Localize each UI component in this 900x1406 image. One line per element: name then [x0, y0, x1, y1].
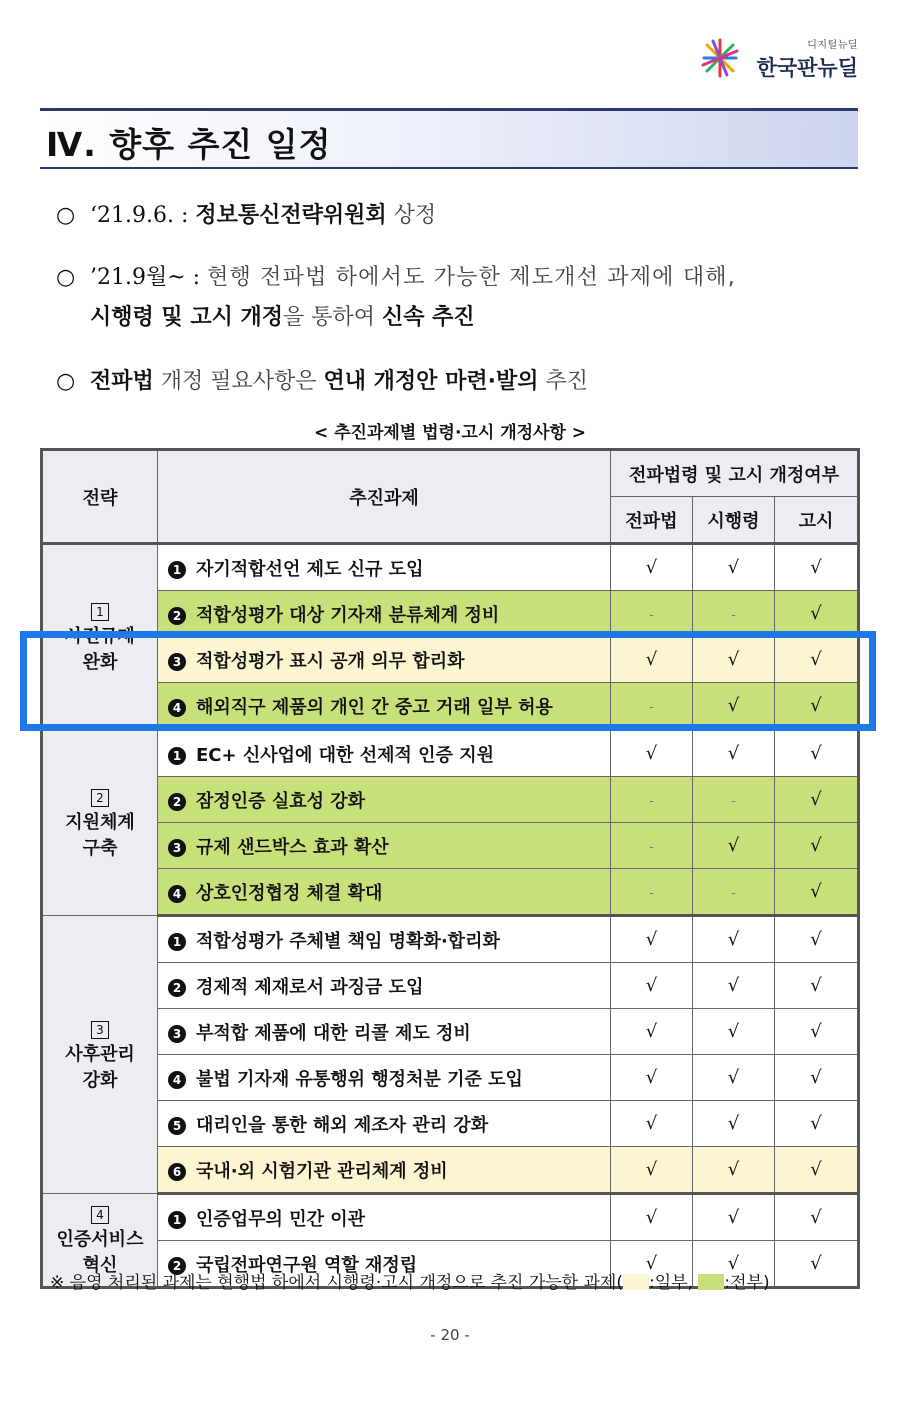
bullet-bold-text: 시행령 및 고시 개정: [90, 305, 283, 330]
notice-cell: √: [775, 1101, 859, 1147]
header-strategy: 전략: [42, 450, 158, 544]
burst-logo-icon: [698, 36, 742, 80]
radio-act-cell: √: [611, 916, 693, 963]
task-cell: [158, 591, 611, 637]
task-cell: [158, 869, 611, 916]
task-label: 잠정인증 실효성 강화: [196, 790, 366, 812]
task-number: 1: [168, 1211, 186, 1229]
task-label: 국내·외 시험기관 관리체계 정비: [196, 1160, 448, 1182]
decree-cell: √: [693, 963, 775, 1009]
bullet-bold-text: 전파법: [90, 369, 154, 394]
decree-cell: √: [693, 683, 775, 730]
korean-new-deal-logo: [698, 34, 858, 82]
task-cell: [158, 544, 611, 591]
task-number: 6: [168, 1163, 186, 1181]
logo-title: 한국판뉴딜: [756, 56, 858, 80]
bullet-separator: :: [173, 203, 196, 228]
table-row: [42, 869, 859, 916]
task-label: 불법 기자재 유통행위 행정처분 기준 도입: [196, 1068, 523, 1090]
strategy-number-box: 3: [91, 1021, 109, 1039]
radio-act-cell: √: [611, 1194, 693, 1241]
bullet-mark: ○: [56, 265, 76, 290]
task-cell: [158, 1147, 611, 1194]
notice-cell: √: [775, 1194, 859, 1241]
bullet-mark: ○: [56, 203, 76, 228]
radio-act-cell: √: [611, 544, 693, 591]
schedule-bullet-1: [56, 196, 436, 236]
bullet-bold-text: 연내 개정안 마련·발의: [323, 369, 539, 394]
strategy-label: 강화: [82, 1069, 118, 1091]
bullet-date: ’21.9월~: [90, 265, 186, 290]
strategy-cell: [42, 916, 158, 1194]
task-label: 적합성평가 주체별 책임 명확화·합리화: [196, 930, 500, 952]
table-row: [42, 963, 859, 1009]
task-label: 국립전파연구원 역할 재정립: [196, 1254, 418, 1276]
task-cell: [158, 916, 611, 963]
notice-cell: √: [775, 1147, 859, 1194]
notice-cell: √: [775, 544, 859, 591]
task-cell: [158, 730, 611, 777]
header-notice: 고시: [775, 497, 859, 544]
strategy-cell: [42, 730, 158, 916]
page-number: - 20 -: [430, 1326, 470, 1344]
radio-act-cell: -: [611, 683, 693, 730]
strategy-label: 지원체계: [65, 811, 135, 833]
bullet-text: 추진: [538, 369, 588, 394]
notice-cell: √: [775, 869, 859, 916]
task-label: 규제 샌드박스 효과 확산: [196, 836, 389, 858]
section-header: [40, 108, 858, 169]
decree-cell: -: [693, 777, 775, 823]
notice-cell: √: [775, 591, 859, 637]
radio-act-cell: √: [611, 1009, 693, 1055]
footnote-full: :전부): [724, 1273, 770, 1293]
decree-cell: √: [693, 1241, 775, 1288]
task-label: 자기적합선언 제도 신규 도입: [196, 558, 424, 580]
header-amendment-group: 전파법령 및 고시 개정여부: [611, 450, 859, 497]
task-table: [40, 448, 860, 1289]
task-label: 적합성평가 표시 공개 의무 합리화: [196, 650, 465, 672]
notice-cell: √: [775, 637, 859, 683]
schedule-bullet-2: [56, 258, 860, 338]
task-number: 1: [168, 747, 186, 765]
decree-cell: √: [693, 1055, 775, 1101]
task-number: 4: [168, 1071, 186, 1089]
strategy-label: 사전규제: [65, 626, 135, 647]
footnote-text: ※ 음영 처리된 과제는 현행법 하에서 시행령·고시 개정으로 추진 가능한 과제(: [50, 1273, 623, 1293]
radio-act-cell: √: [611, 1241, 693, 1288]
table-row: [42, 777, 859, 823]
notice-cell: √: [775, 963, 859, 1009]
selection-highlight-box: [20, 631, 876, 731]
task-number: 4: [168, 699, 186, 717]
task-label: 경제적 제재로서 과징금 도입: [196, 976, 424, 998]
table-row: [42, 1055, 859, 1101]
task-label: 대리인을 통한 해외 제조자 관리 강화: [196, 1114, 489, 1136]
strategy-label: 완화: [82, 652, 118, 673]
task-number: 1: [168, 561, 186, 579]
task-label: EC+ 신사업에 대한 선제적 인증 지원: [196, 744, 494, 766]
task-cell: [158, 1009, 611, 1055]
table-row: [42, 916, 859, 963]
table-row: [42, 1101, 859, 1147]
footnote: [50, 1268, 770, 1293]
notice-cell: √: [775, 777, 859, 823]
task-cell: [158, 1101, 611, 1147]
bullet-text: 개정 필요사항은: [153, 369, 324, 394]
notice-cell: √: [775, 1241, 859, 1288]
table-row: [42, 1147, 859, 1194]
radio-act-cell: √: [611, 1147, 693, 1194]
radio-act-cell: √: [611, 1055, 693, 1101]
bullet-text: 을 통하여: [283, 305, 382, 330]
task-cell: [158, 777, 611, 823]
decree-cell: -: [693, 869, 775, 916]
section-title: Ⅳ. 향후 추진 일정: [46, 125, 332, 164]
decree-cell: √: [693, 1101, 775, 1147]
task-number: 5: [168, 1117, 186, 1135]
task-number: 4: [168, 885, 186, 903]
radio-act-cell: -: [611, 823, 693, 869]
table-row: [42, 544, 859, 591]
bullet-bold-text: 정보통신전략위원회: [195, 203, 387, 228]
table-row: [42, 823, 859, 869]
notice-cell: √: [775, 683, 859, 730]
task-label: 인증업무의 민간 이관: [196, 1208, 366, 1230]
task-number: 3: [168, 839, 186, 857]
task-cell: [158, 1194, 611, 1241]
task-number: 2: [168, 607, 186, 625]
bullet-bold-text: 신속 추진: [382, 305, 475, 330]
task-number: 2: [168, 979, 186, 997]
radio-act-cell: √: [611, 963, 693, 1009]
footnote-partial: :일부,: [648, 1273, 693, 1293]
radio-act-cell: -: [611, 869, 693, 916]
task-number: 3: [168, 653, 186, 671]
table-row: [42, 730, 859, 777]
table-row: [42, 1194, 859, 1241]
task-label: 상호인정협정 체결 확대: [196, 882, 383, 904]
table-row: [42, 591, 859, 637]
bullet-date: ‘21.9.6.: [90, 203, 174, 228]
bullet-separator: :: [185, 265, 208, 290]
decree-cell: √: [693, 1194, 775, 1241]
task-number: 3: [168, 1025, 186, 1043]
notice-cell: √: [775, 1009, 859, 1055]
notice-cell: √: [775, 730, 859, 777]
task-label: 적합성평가 대상 기자재 분류체계 정비: [196, 604, 500, 626]
notice-cell: √: [775, 823, 859, 869]
task-number: 2: [168, 793, 186, 811]
task-number: 1: [168, 933, 186, 951]
header-task: 추진과제: [158, 450, 611, 544]
decree-cell: -: [693, 591, 775, 637]
decree-cell: √: [693, 637, 775, 683]
strategy-number-box: 2: [91, 789, 109, 807]
strategy-label: 인증서비스: [56, 1229, 144, 1250]
strategy-number-box: 4: [91, 1206, 109, 1224]
table-caption: < 추진과제별 법령·고시 개정사항 >: [313, 423, 587, 443]
strategy-label: 혁신: [82, 1255, 118, 1276]
radio-act-cell: √: [611, 730, 693, 777]
task-cell: [158, 823, 611, 869]
strategy-label: 구축: [82, 837, 118, 859]
header-radio-act: 전파법: [611, 497, 693, 544]
header-enforcement-decree: 시행령: [693, 497, 775, 544]
logo-subtitle: 디지털뉴딜: [807, 40, 858, 51]
strategy-number-box: 1: [91, 603, 109, 621]
task-cell: [158, 963, 611, 1009]
decree-cell: √: [693, 730, 775, 777]
decree-cell: √: [693, 916, 775, 963]
decree-cell: √: [693, 1147, 775, 1194]
green-swatch: [698, 1274, 724, 1290]
radio-act-cell: -: [611, 777, 693, 823]
radio-act-cell: √: [611, 1101, 693, 1147]
task-number: 2: [168, 1257, 186, 1275]
radio-act-cell: -: [611, 591, 693, 637]
bullet-mark: ○: [56, 369, 76, 394]
task-label: 해외직구 제품의 개인 간 중고 거래 일부 허용: [196, 696, 553, 718]
decree-cell: √: [693, 823, 775, 869]
schedule-bullet-3: [56, 362, 588, 402]
bullet-text: 현행 전파법 하에서도 가능한 제도개선 과제에 대해,: [207, 265, 736, 290]
notice-cell: √: [775, 1055, 859, 1101]
notice-cell: √: [775, 916, 859, 963]
decree-cell: √: [693, 544, 775, 591]
task-cell: [158, 1055, 611, 1101]
decree-cell: √: [693, 1009, 775, 1055]
task-label: 부적합 제품에 대한 리콜 제도 정비: [196, 1022, 471, 1044]
radio-act-cell: √: [611, 637, 693, 683]
table-row: [42, 1009, 859, 1055]
strategy-label: 사후관리: [65, 1043, 135, 1065]
table-header-row: [42, 450, 859, 497]
bullet-text: 상정: [386, 203, 437, 228]
yellow-swatch: [623, 1274, 649, 1290]
